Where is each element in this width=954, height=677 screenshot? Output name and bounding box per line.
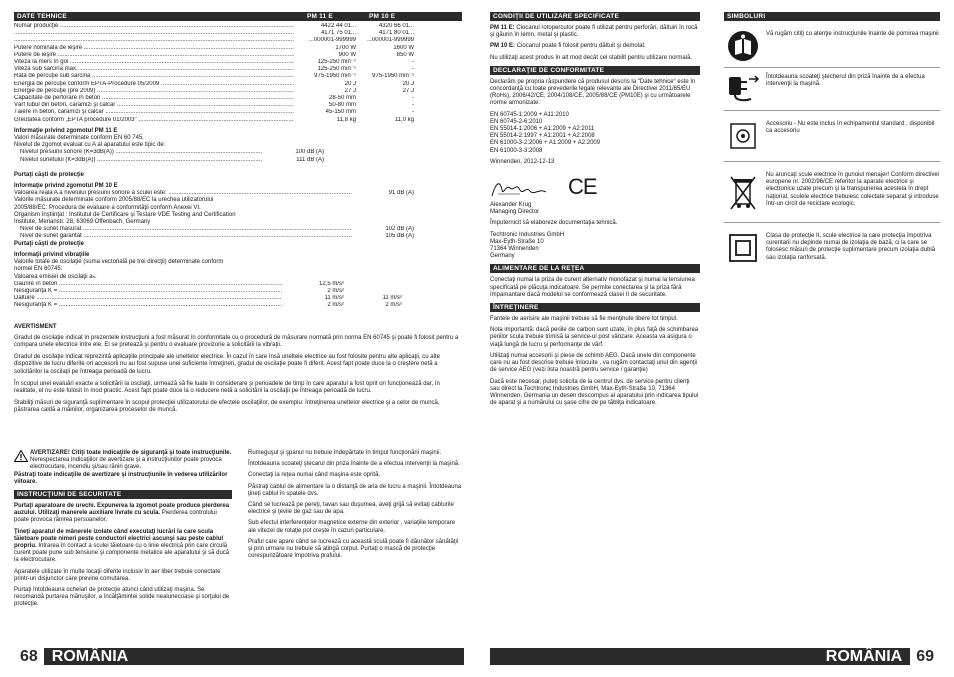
- address-line: 71364 Winnenden: [490, 246, 539, 253]
- spec-value-pm10: -: [412, 102, 414, 109]
- vibration-value-pm10: 2 m/s²: [385, 302, 402, 309]
- spec-row: [14, 95, 414, 102]
- address-line: Germany: [490, 253, 515, 260]
- signature-image: [490, 176, 550, 202]
- place-date: Winnenden, 2012-12-13: [490, 158, 555, 165]
- safety-p3: Aparatele utilizate în multe locaţii diferite inclusiv în aer liber trebuie conectate printr-un disjunctor care previne comutarea.: [14, 568, 221, 582]
- spec-value-pm11: 20 J: [344, 80, 356, 87]
- symbols-header: SIMBOLURI: [724, 12, 940, 21]
- spec-value-pm10: 27 J: [402, 87, 414, 94]
- spec-row: [14, 88, 414, 95]
- spec-value-pm10: ...000001-999999: [366, 37, 414, 44]
- spec-row: [14, 45, 414, 52]
- language-label: ROMÂNIA: [51, 647, 129, 665]
- spec-value-pm11: 11,8 kg: [336, 116, 356, 123]
- spec-row: [14, 102, 414, 109]
- spec-value-pm10: -: [412, 95, 414, 102]
- maintenance-paragraph: Nota importantă: dacă periile de carbon sunt uzate, în plus faţă de schimbarea periilor scula trebuie trimisă la service-ul post vânzare. Aceasta va asigura o viaţă lungă de lucru şi performanţe de vârf.: [490, 327, 699, 348]
- norm-item: EN 61000-3-2:2006 + A1:2009 + A2:2009: [490, 140, 601, 147]
- spec-value-pm10: -: [412, 59, 414, 66]
- authorized-note: Împuternicit să elaboreze documentaţia tehnică.: [490, 220, 618, 227]
- spec-value-pm11: ...000001-999999: [308, 37, 356, 44]
- vibration-value-pm10: [344, 281, 402, 288]
- vibration-value-pm11: 2 m/s²: [327, 302, 344, 309]
- symbol-text: Clasa de protecţie II, scule electrice la care protecţia împotriva curentarii nu depinde numai de izolaţia de bază, ci la care se folosesc măsuri de protecţie suplimentare precum izolaţia dublă sau izolaţia ranforsată.: [766, 233, 936, 261]
- noise-row: [14, 233, 414, 240]
- safety-paragraph: Conectaţi la reţea numai când maşina este oprită.: [248, 472, 381, 479]
- warning-paragraph: Gradul de oscilaţie indicat în prezentele instrucţiuni a fost măsurat în conformitate cu o procedură de măsurare normată prin norma EN 60745 şi poate fi folosit pentru a compara unele electrice între ele. El se pretează şi pentru o evaluare provizorie a solicitării la vibraţii.: [14, 334, 459, 348]
- maintenance-header: ÎNTREŢINERE: [490, 303, 700, 312]
- class-ii-icon: [724, 231, 762, 265]
- power-header: ALIMENTARE DE LA REŢEA: [490, 264, 700, 273]
- vibration-label: Dăltuire .....: [14, 295, 282, 302]
- ear-protection-note: Purtaţi căşti de protecţie: [14, 171, 85, 178]
- noise-pm11-line: Nivelul de zgomot evaluat cu A al aparatului este tipic de:: [14, 142, 166, 149]
- right-page: [477, 0, 954, 677]
- symbol-text: Vă rugăm citiţi cu atenţie instrucţiunile înainte de pornirea maşinii: [766, 31, 939, 37]
- safety-p1-bold2: Utilizaţi manerele auxiliare livrate cu scula.: [38, 510, 161, 517]
- vibration-value-pm10: [344, 288, 402, 295]
- spec-row: [14, 52, 414, 59]
- spec-value-pm10: 4171 80 01...: [378, 30, 414, 37]
- vibration-row: [14, 288, 402, 295]
- spec-row: [14, 37, 414, 44]
- accessory-icon: [724, 119, 762, 153]
- vibration-label: Găurire în beton .....: [14, 281, 282, 288]
- maintenance-paragraph: Dacă este necesar, puteţi solicita de la centrul dvs. de service pentru clienţi sau direct la Techtronic Industries GmbH, Max-Eyth-Straße 10, 71364 Winnenden, Germania un desen descompus al aparatului prin indicarea tipului de aparat şi a numărului cu şase cifre de pe tăbliţa indicatoare.: [490, 378, 699, 407]
- spec-value-pm11: 900 W: [338, 51, 356, 58]
- cond-note: Nu utilizaţi acest produs în alt mod decât cel stabilit pentru utilizare normală.: [490, 54, 693, 61]
- vibration-row: [14, 295, 402, 302]
- signature-block: [490, 166, 700, 202]
- warning-triangle-icon: [14, 450, 28, 462]
- noise-value: 100 dB (A): [295, 149, 324, 156]
- norm-list: [490, 112, 700, 155]
- vibration-value-pm11: 11 m/s²: [324, 295, 344, 302]
- weee-bin-icon: [724, 170, 762, 214]
- noise-pm11-title: Informaţie privind zgomotul PM 11 E: [14, 127, 118, 134]
- safety-paragraph: Când se lucrează pe pereţi, tavan sau duşumea, aveţi grijă să evitaţi cablurile electrice şi ţevile de gaz sau de apa.: [248, 502, 454, 516]
- spec-label: Putere de ieşire .....: [14, 52, 294, 59]
- vibration-label: Nesiguranţă K = .....: [14, 302, 282, 309]
- noise-pm10-line: Organism înştiinţat : Institutul de Certificare şi Testare VDE Testing and Certification Institute, Merianstr. 28, 63069 Offenbach, Germany: [14, 211, 236, 226]
- warning-paragraph: Gradul de oscilaţie indicat reprezintă aplicaţiile principale ale uneltelor electrice. În cazul în care însă uneltele electrice au fost folosite pentru alte aplicaţii, cu alte dispozitive de lucru diferite ori accesorii nu au fost supuse unei suficiente întreţineri, gradul de oscilaţie poate fi diferit. Acest fapt poate duce la o creştere netă a solicitărilor la oscilaţii pe întreaga perioadă de lucru.: [14, 354, 440, 375]
- symbol-row: [724, 222, 940, 273]
- noise-pm10-line: 2005/88/EC: Procedura de evaluare a conformităţii conform Anexei VI.: [14, 204, 201, 211]
- cond-pm10-label: PM 10 E:: [490, 43, 516, 50]
- spec-label: Putere nominală de ieşire .....: [14, 45, 294, 52]
- noise-value: 102 dB (A): [385, 226, 414, 233]
- spec-value-pm10: -: [412, 109, 414, 116]
- spec-value-pm11: 975-1950 min⁻¹: [314, 73, 356, 80]
- safety-paragraph: Praful care apare când se lucrează cu această sculă poate fi dăunător sănătăţii şi prin urmare nu trebuie să atingă corpul. Purtaţi o mască de protecţie corespunzătoare împotriva prafului.: [248, 538, 459, 560]
- spec-value-pm10: 4320 66 01...: [378, 23, 414, 29]
- unplug-icon: [724, 72, 762, 106]
- read-manual-icon: [724, 29, 762, 63]
- spec-row: [14, 66, 414, 73]
- conditions-header: CONDIŢII DE UTILIZARE SPECIFICATE: [490, 12, 700, 21]
- noise-label: Nivelul presiunii sonore (K=3dB(A)) .....: [20, 149, 262, 156]
- noise-row: [14, 149, 324, 156]
- spec-row: [14, 117, 414, 124]
- safety-p2-bold: Ţineţi aparatul de mânerele izolate când executaţi lucrări la care scula tăietoare poate nimeri peste conductori electrici ascunşi sau peste cablul propriu.: [14, 528, 224, 550]
- norm-item: EN 55014-2:1997 + A1:2001 + A2:2008: [490, 133, 595, 140]
- safety-column-2: [248, 450, 464, 564]
- spec-value-pm10: 850 W: [396, 51, 414, 58]
- spec-label: Greutatea conform „EPTA procedure 01/2003" .....: [14, 117, 294, 124]
- spec-label: Tăiere în beton, cărămizi şi calcar .....: [14, 109, 294, 116]
- spec-row: [14, 81, 414, 88]
- safety-p2-text: Intrarea în contact a sculei tăietoare cu o linie electrică prin care circulă curent poate pune sub tensiune şi componente metalice ale aparatului şi să ducă la electrocutare.: [14, 543, 230, 564]
- maintenance-paragraph: Fantele de aerisire ale maşinii trebuie să fie menţinute libere tot timpul.: [490, 316, 678, 323]
- spec-label: [14, 30, 294, 37]
- spec-label: Capacitate de perforare în beton .....: [14, 95, 294, 102]
- spec-value-pm11: 50-80 mm: [328, 102, 356, 109]
- maintenance-paragraph: Utilizaţi numai accesorii şi piese de schimb AEG. Dacă unele din componente care nu au fost descrise trebuie înlocuite , va rugăm contactaţi unul din agenţii de service AEG (vezi lista noastră pentru service / garanţie): [490, 352, 698, 374]
- spec-label: [14, 37, 294, 44]
- vibration-line: Valoarea emisiei de oscilaţii aₕ:: [14, 273, 97, 280]
- symbol-text: Întotdeauna scoateţi ştecherul din priză înainte de a efectua intervenţii la maşină.: [766, 74, 925, 88]
- noise-label: Nivel de sunet măsurat .....: [20, 226, 352, 233]
- noise-pm11-line: Valori măsurate determinate conform EN 60 745.: [14, 135, 144, 142]
- ce-mark-text: CE: [568, 174, 597, 200]
- vibration-rows: [14, 281, 402, 310]
- col-header-pm10: PM 10 E: [369, 13, 396, 20]
- spec-value-pm11: 27 J: [344, 87, 356, 94]
- spec-value-pm11: 4422 44 01...: [320, 23, 356, 29]
- noise-value: 105 dB (A): [385, 233, 414, 240]
- warning-paragraph: Stabiliţi măsuri de siguranţă suplimentare în scopul protecţiei utilizatorului de efectele oscilaţiilor, de exemplu: întreţinerea uneltelor electrice şi a celor de muncă, păstrarea caldă a mâinilor, organizarea proceselor de muncă.: [14, 400, 440, 414]
- symbol-text: Nu aruncaţi scule electrice în gunoiul menajer! Conform directivei europene nr. 2002/96/CE referitor la aparate electrice şi electronice uzate precum şi la transpunerea acesteia în drept naţional, sculele electrice trebuiesc colectate separat şi introduse într-un circit de reciclare ecologic.: [766, 172, 940, 207]
- noise-row: [14, 226, 414, 233]
- signer-title: Managing Director: [490, 209, 540, 216]
- spec-value-pm10: -: [412, 66, 414, 73]
- tech-data-header: [14, 12, 462, 21]
- vibration-label: Nesiguranţă K = .....: [14, 288, 282, 295]
- spec-row: [14, 30, 414, 37]
- norm-item: EN 60745-1:2009 + A11:2010: [490, 111, 569, 118]
- warning-paragraphs: [14, 335, 462, 415]
- address: [490, 232, 700, 261]
- noise-pm10-title: Informaţie privind zgomotul PM 10 E: [14, 183, 118, 190]
- noise-pm10-line: Valorile măsurate determinate conform 2005/88/EC la urechea utilizatorului: [14, 197, 214, 204]
- vibration-value-pm11: 12,5 m/s²: [318, 280, 344, 287]
- symbol-row: [724, 161, 940, 222]
- noise-pm11-rows: [14, 149, 324, 163]
- safety-paragraph: Păstraţi cablul de alimentare la o distanţă de aria de lucru a maşinii. Întotdeauna ţineţi cablul în spatele dvs.: [248, 483, 462, 497]
- declaration-header: DECLARAŢIE DE CONFORMITATE: [490, 66, 700, 75]
- spec-value-pm11: 28-50 mm: [328, 95, 356, 102]
- safety-column: [14, 450, 232, 609]
- norm-item: EN 55014-1:2006 + A1:2009 + A2:2011: [490, 126, 595, 133]
- col-header-pm11: PM 11 E: [307, 13, 333, 20]
- ce-mark: [568, 174, 597, 200]
- signer-name: Alexander Krug: [490, 202, 532, 209]
- symbol-row: [724, 110, 940, 161]
- warning-bold: AVERTIZARE! Citiţi toate indicaţiile de siguranţă şi toate instrucţiunile.: [30, 450, 232, 456]
- spec-label: Energia de percuţie conform EPTA-Procedure 05/2009 .....: [14, 81, 294, 88]
- norm-item: EN 61000-3-3:2008: [490, 147, 543, 154]
- spec-value-pm10: 11,0 kg: [394, 116, 414, 123]
- spec-value-pm10: 1600 W: [393, 44, 414, 51]
- spec-row: [14, 23, 414, 30]
- spec-value-pm11: 1700 W: [335, 44, 356, 51]
- noise-pm10-row: Valoarea reală A a nivelului presiunii sonore a sculei este: ..... 91 dB (A): [14, 190, 414, 197]
- symbol-row: [724, 67, 940, 110]
- noise-label: Nivelul sunetului (K=3dB(A)) .....: [20, 157, 262, 164]
- ear-protection-note: Purtaţi căşti de protecţie: [14, 240, 85, 247]
- noise-value: 111 dB (A): [296, 156, 324, 163]
- warning-text: Nerespectarea indicaţiilor de avertizare şi a instrucţiunilor poate provoca electrocutare, incendiu şi/sau răniri grave.: [30, 457, 222, 471]
- spec-table: [14, 21, 414, 124]
- vibration-line: Valorile totale de oscilaţie (suma vectorială pe trei direcţii) determinate conform normei EN 60745:: [14, 259, 224, 273]
- spec-value-pm11: 45-150 mm: [325, 109, 356, 116]
- cond-pm10-text: Ciocanul poate fi folosit pentru dăltuit şi demolat.: [516, 43, 646, 50]
- norm-item: EN 60745-2-6:2010: [490, 118, 543, 125]
- footer-left: [14, 648, 464, 665]
- tech-data-title: DATE TEHNICE: [17, 13, 67, 20]
- safety-p4: Purtaţi întotdeauna ochelari de protecţie atunci când utilizaţi maşina. Se recomandă purtarea mănuşilor, a încălţămintei solide nealunecoase şi sorţului de protecţie.: [14, 587, 230, 608]
- noise-label: Nivel de sunet garantat .....: [20, 233, 352, 240]
- spec-label: Viteza la mers în gol .....: [14, 59, 294, 66]
- vibration-row: [14, 281, 402, 288]
- symbols-column: [724, 12, 940, 273]
- vibration-value-pm10: 11 m/s²: [382, 295, 402, 302]
- footer-right: [490, 648, 940, 665]
- address-line: Techtronic Industries GmbH: [490, 231, 565, 238]
- spec-label: Rata de percuţie sub sarcină .....: [14, 73, 294, 80]
- spec-value-pm11: 125-250 min⁻¹: [317, 59, 356, 66]
- vibration-value-pm11: 2 m/s²: [327, 287, 344, 294]
- vibration-title: Informaţii privind vibraţiile: [14, 251, 90, 258]
- safety-paragraph: Întotdeauna scoateţi ştecarul din priza înainte de a efectua intervenţii la maşină.: [248, 461, 460, 468]
- page-number: 68: [14, 648, 44, 665]
- vibration-row: [14, 302, 402, 309]
- general-warning: [14, 450, 232, 472]
- power-text: Conectaţi numai la priza de curent alternativ monofazat şi numai la tensiunea specificată pe plăcuţa indicatoare. Se permite conectarea şi la priza fără împamantare dacă modelul se conformează clasei II de securitate.: [490, 277, 695, 298]
- page-number: 69: [910, 648, 940, 665]
- cond-pm11-text: Ciocanul rotopercutor poate fi utilizat pentru perforări, dăltuiri în rocă şi găurin în lemn, metal şi plastic.: [490, 25, 698, 39]
- spec-label: Vârf tubul din beton, cărămizi şi calcar .....: [14, 102, 294, 109]
- spec-row: [14, 59, 414, 66]
- warning-title: AVERTISMENT: [14, 323, 57, 330]
- spec-label: Viteza sub sarcina max. .....: [14, 66, 294, 73]
- safety-header: INSTRUCŢIUNI DE SECURITATE: [14, 490, 232, 499]
- language-label: ROMÂNIA: [825, 647, 903, 665]
- tech-data-section: [14, 12, 462, 420]
- noise-row: [14, 157, 324, 164]
- spec-label: Energie de percuţie (pre 2009) .....: [14, 88, 294, 95]
- spec-value-pm10: 975-1950 min⁻¹: [372, 73, 414, 80]
- spec-value-pm10: 20 J: [402, 80, 414, 87]
- spec-value-pm11: 4171 75 01...: [320, 30, 356, 37]
- symbol-row: [724, 25, 940, 67]
- spec-row: [14, 109, 414, 116]
- safety-paragraph: Sub efectul interferenţelor magnetice externe din exterior , variaţiile temporare ale vitezei de rotaţie pot creşte în cazuri particulare.: [248, 520, 456, 534]
- warning-paragraph: În scopul unei evaluări exacte a solicitării la oscilaţii, urmează să fie luate în considerare şi perioadele de timp în care aparatul a fost oprit ori funcţionează dar, în realitate, el nu este folosit în mod practic. Acest fapt poate duce la o reducere netă a solicitării la oscilaţii pe întreaga perioadă de lucru.: [14, 380, 440, 394]
- declaration-text: Declarăm pe propria răspundere că produsul descris la "Date tehnice" este în concordanţă cu toate prevederile legale relevante ale Directivei 2011/65/EU (RoHs), 2006/42/CE, 2004/108/CE, 2005/88/CE (PM10E) şi cu următoarele norme armonizate:: [490, 78, 696, 107]
- safety-paragraph: Rumeguşul şi şpanul nu trebuie îndepărtate în timpul funcţionării maşinii.: [248, 450, 442, 456]
- address-line: Max-Eyth-Straße 10: [490, 238, 544, 245]
- safety-p1-text: Pierderea controlului poate provoca rănirea persoanelor.: [14, 510, 217, 524]
- spec-row: [14, 73, 414, 80]
- conditions-column: [490, 12, 700, 411]
- cond-pm11-label: PM 11 E:: [490, 25, 515, 31]
- noise-pm10-rows: [14, 226, 414, 240]
- spec-value-pm11: 125-250 min⁻¹: [317, 66, 356, 73]
- maintenance-paragraphs: [490, 316, 700, 407]
- spec-label: Număr producţie .....: [14, 23, 294, 30]
- symbol-text: Accesoriu - Nu este inclus în echipamentul standard , disponibil ca accesoriu: [766, 121, 935, 135]
- keep-instructions-note: Păstraţi toate indicaţiile de avertizare şi instrucţiunile în vederea utilizărilor viitoare.: [14, 471, 228, 485]
- safety-p1-bold: Purtaţi aparatoare de urechi. Expunerea la zgomot poate produce pierderea auzului.: [14, 503, 230, 517]
